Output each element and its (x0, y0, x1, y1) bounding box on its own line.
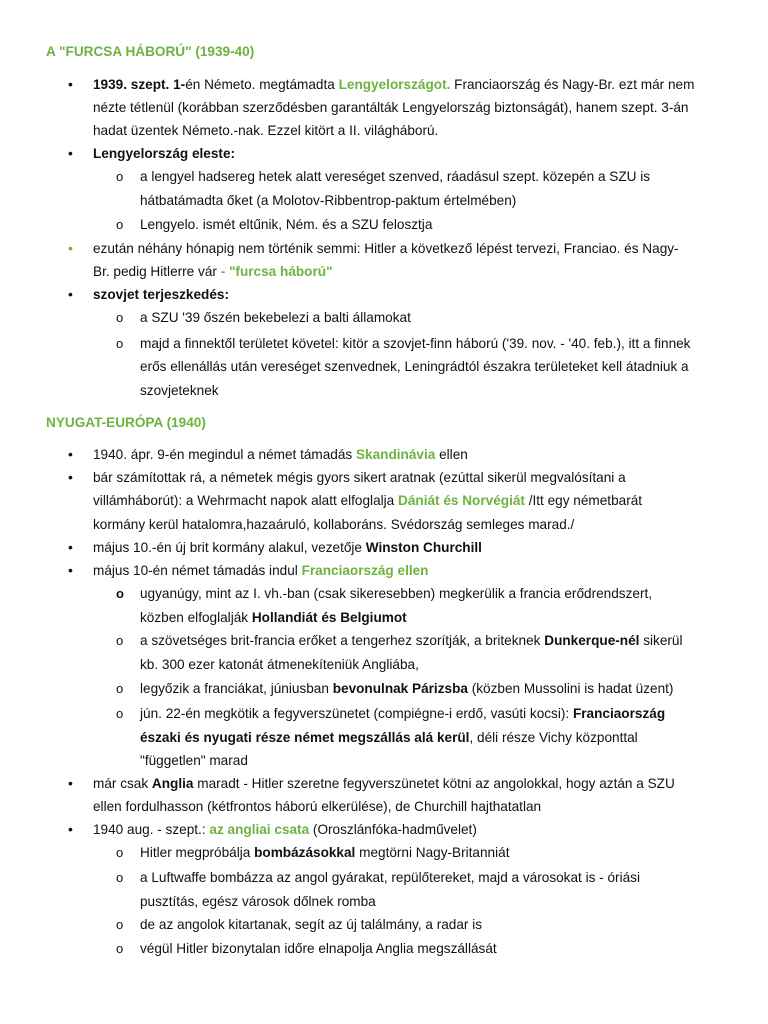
text-line: a Luftwaffe bombázza az angol gyárakat, repülőtereket, majd a városokat is - óriási (140, 870, 640, 885)
bullet-disc-green: • (68, 240, 73, 256)
section-heading-furcsa-haboru: A "FURCSA HÁBORÚ" (1939-40) (46, 44, 255, 59)
bullet-circle: o (116, 870, 124, 885)
text-line (140, 707, 665, 721)
bullet-disc: • (68, 469, 73, 485)
text-run: Br. pedig Hitlerre vár (93, 264, 221, 279)
bullet-circle: o (116, 310, 124, 325)
bullet-circle-bold: o (116, 586, 124, 601)
bullet-disc: • (68, 286, 73, 302)
bullet-circle: o (116, 845, 124, 860)
text-run: sikerül (639, 633, 683, 648)
text-run: megtörni Nagy-Britanniát (355, 845, 510, 860)
bullet-disc: • (68, 145, 73, 161)
text-line: nézte tétlenül (korábban szerződésben garantálták Lengyelország biztonságát), hanem szept. 3-án (93, 100, 689, 115)
bullet-disc: • (68, 446, 73, 462)
bullet-disc: • (68, 76, 73, 92)
bold-churchill: Winston Churchill (365, 540, 482, 555)
text-run: 1940. ápr. 9-én megindul a német támadás (93, 447, 356, 462)
text-line (93, 777, 675, 791)
text-line: kb. 300 ezer katonát átmenekíteniük Angliába, (140, 657, 419, 672)
bullet-circle: o (116, 681, 124, 696)
bullet-circle: o (116, 217, 124, 232)
text-line: pusztítás, egész városok dőlnek romba (140, 894, 376, 909)
text-run: (közben Mussolini is hadat üzent) (467, 681, 674, 696)
bullet-circle: o (116, 706, 124, 721)
bullet-circle: o (116, 633, 124, 648)
text-line: végül Hitler bizonytalan időre elnapolja Anglia megszállását (140, 941, 497, 956)
bold-bombazasokkal: bombázásokkal (254, 845, 356, 860)
text-line (93, 541, 482, 555)
bold-franciaorszag: Franciaország (572, 706, 666, 721)
text-line (93, 823, 477, 837)
text-line: ugyanúgy, mint az I. vh.-ban (csak sikeresebben) megkerülik a francia erődrendszert, (140, 586, 653, 601)
text-line: de az angolok kitartanak, segít az új találmány, a radar is (140, 917, 483, 932)
text-run: /Itt egy németbarát (524, 493, 643, 508)
text-line: ezután néhány hónapig nem történik semmi: Hitler a következő lépést tervezi, Franciao. és Nagy- (93, 241, 679, 256)
text-run: maradt - Hitler szeretne fegyverszünetet kötni az angolokkal, hogy aztán a SZU (193, 776, 675, 791)
bold-date: 1939. szept. 1- (93, 77, 186, 92)
text-line: a SZU '39 őszén bekebelezi a balti államokat (140, 310, 411, 325)
text-run: május 10-én német támadás indul (93, 563, 302, 578)
text-run: a szövetséges brit-francia erőket a tengerhez szorítják, a briteknek (140, 633, 545, 648)
text-line: majd a finnektől területet követel: kitör a szovjet-finn háború ('39. nov. - '40. feb.), itt a finnek (140, 336, 691, 351)
bold-anglia: Anglia (151, 776, 194, 791)
highlight-skandinavia: Skandinávia (355, 447, 436, 462)
text-line: ellen fordulhasson (kétfrontos háború elkerülése), de Churchill hajthatatlan (93, 799, 542, 814)
text-line (93, 564, 429, 578)
text-run: ellen (435, 447, 468, 462)
bold-parizs: bevonulnak Párizsba (332, 681, 468, 696)
highlight-franciaorszag-ellen: Franciaország ellen (301, 563, 429, 578)
text-line: hátbatámadta őket (a Molotov-Ribbentrop-paktum értelmében) (140, 193, 517, 208)
highlight-lengyelorszag: Lengyelországot. (338, 77, 451, 92)
text-line (93, 494, 642, 508)
text-run: közben elfoglalják (140, 610, 252, 625)
text-line (140, 634, 682, 648)
text-line: hadat üzentek Németo.-nak. Ezzel kitört a II. világháború. (93, 123, 439, 138)
text-run: villámháborút): a Wehrmacht napok alatt elfoglalja (93, 493, 399, 508)
text-run: már csak (93, 776, 152, 791)
text-run: Franciaország és Nagy-Br. ezt már nem (450, 77, 695, 92)
bullet-circle: o (116, 336, 124, 351)
text-line: "független" marad (140, 753, 248, 768)
text-run: én Németo. megtámadta (185, 77, 339, 92)
section-heading-nyugat-europa: NYUGAT-EURÓPA (1940) (46, 415, 206, 430)
text-run: jún. 22-én megkötik a fegyverszünetet (compiégne-i erdő, vasúti kocsi): (140, 706, 573, 721)
text-run: Hitler megpróbálja (140, 845, 255, 860)
text-line: erős ellenállás után vereséget szenvednek, Leningrádtól északra területeket kell átadniuk a (140, 359, 689, 374)
text-line (140, 611, 407, 625)
text-run: május 10.-én új brit kormány alakul, vezetője (93, 540, 366, 555)
bullet-circle: o (116, 941, 124, 956)
text-run: , déli része Vichy központtal (469, 730, 638, 745)
text-line (140, 846, 509, 860)
highlight-dania-norvegia: Dániát és Norvégiát (398, 493, 525, 508)
text-line: bár számítottak rá, a németek mégis gyors sikert aratnak (ezúttal sikerül megvalósítani a (93, 470, 626, 485)
text-line (93, 78, 694, 92)
bold-dunkerque: Dunkerque-nél (544, 633, 640, 648)
bullet-disc: • (68, 539, 73, 555)
bullet-circle: o (116, 917, 124, 932)
text-line: a lengyel hadsereg hetek alatt vereséget szenved, ráadásul szept. közepén a SZU is (140, 169, 651, 184)
text-line: szovjeteknek (140, 383, 219, 398)
bullet-circle: o (116, 169, 124, 184)
text-line: Lengyelo. ismét eltűnik, Ném. és a SZU felosztja (140, 217, 433, 232)
highlight-furcsa-haboru: - "furcsa háború" (220, 264, 333, 279)
text-line: kormány kerül hatalomra,hazaáruló, kollaboráns. Svédország semleges marad./ (93, 517, 575, 532)
text-run: (Oroszlánfóka-hadművelet) (309, 822, 477, 837)
text-line (140, 682, 673, 696)
bullet-disc: • (68, 821, 73, 837)
bold-megszallas: északi és nyugati része német megszállás alá kerül (140, 730, 470, 745)
text-run: 1940 aug. - szept.: (93, 822, 210, 837)
text-line (93, 448, 468, 462)
highlight-angliai-csata: az angliai csata (209, 822, 310, 837)
bullet-disc: • (68, 562, 73, 578)
text-line (93, 265, 333, 279)
subheading-szovjet-terjeszkedes: szovjet terjeszkedés: (93, 287, 230, 302)
bold-hollandia-belgium: Hollandiát és Belgiumot (251, 610, 407, 625)
text-run: legyőzik a franciákat, júniusban (140, 681, 333, 696)
text-line (140, 731, 638, 745)
bullet-disc: • (68, 775, 73, 791)
subheading-lengyelorszag-eleste: Lengyelország eleste: (93, 146, 236, 161)
